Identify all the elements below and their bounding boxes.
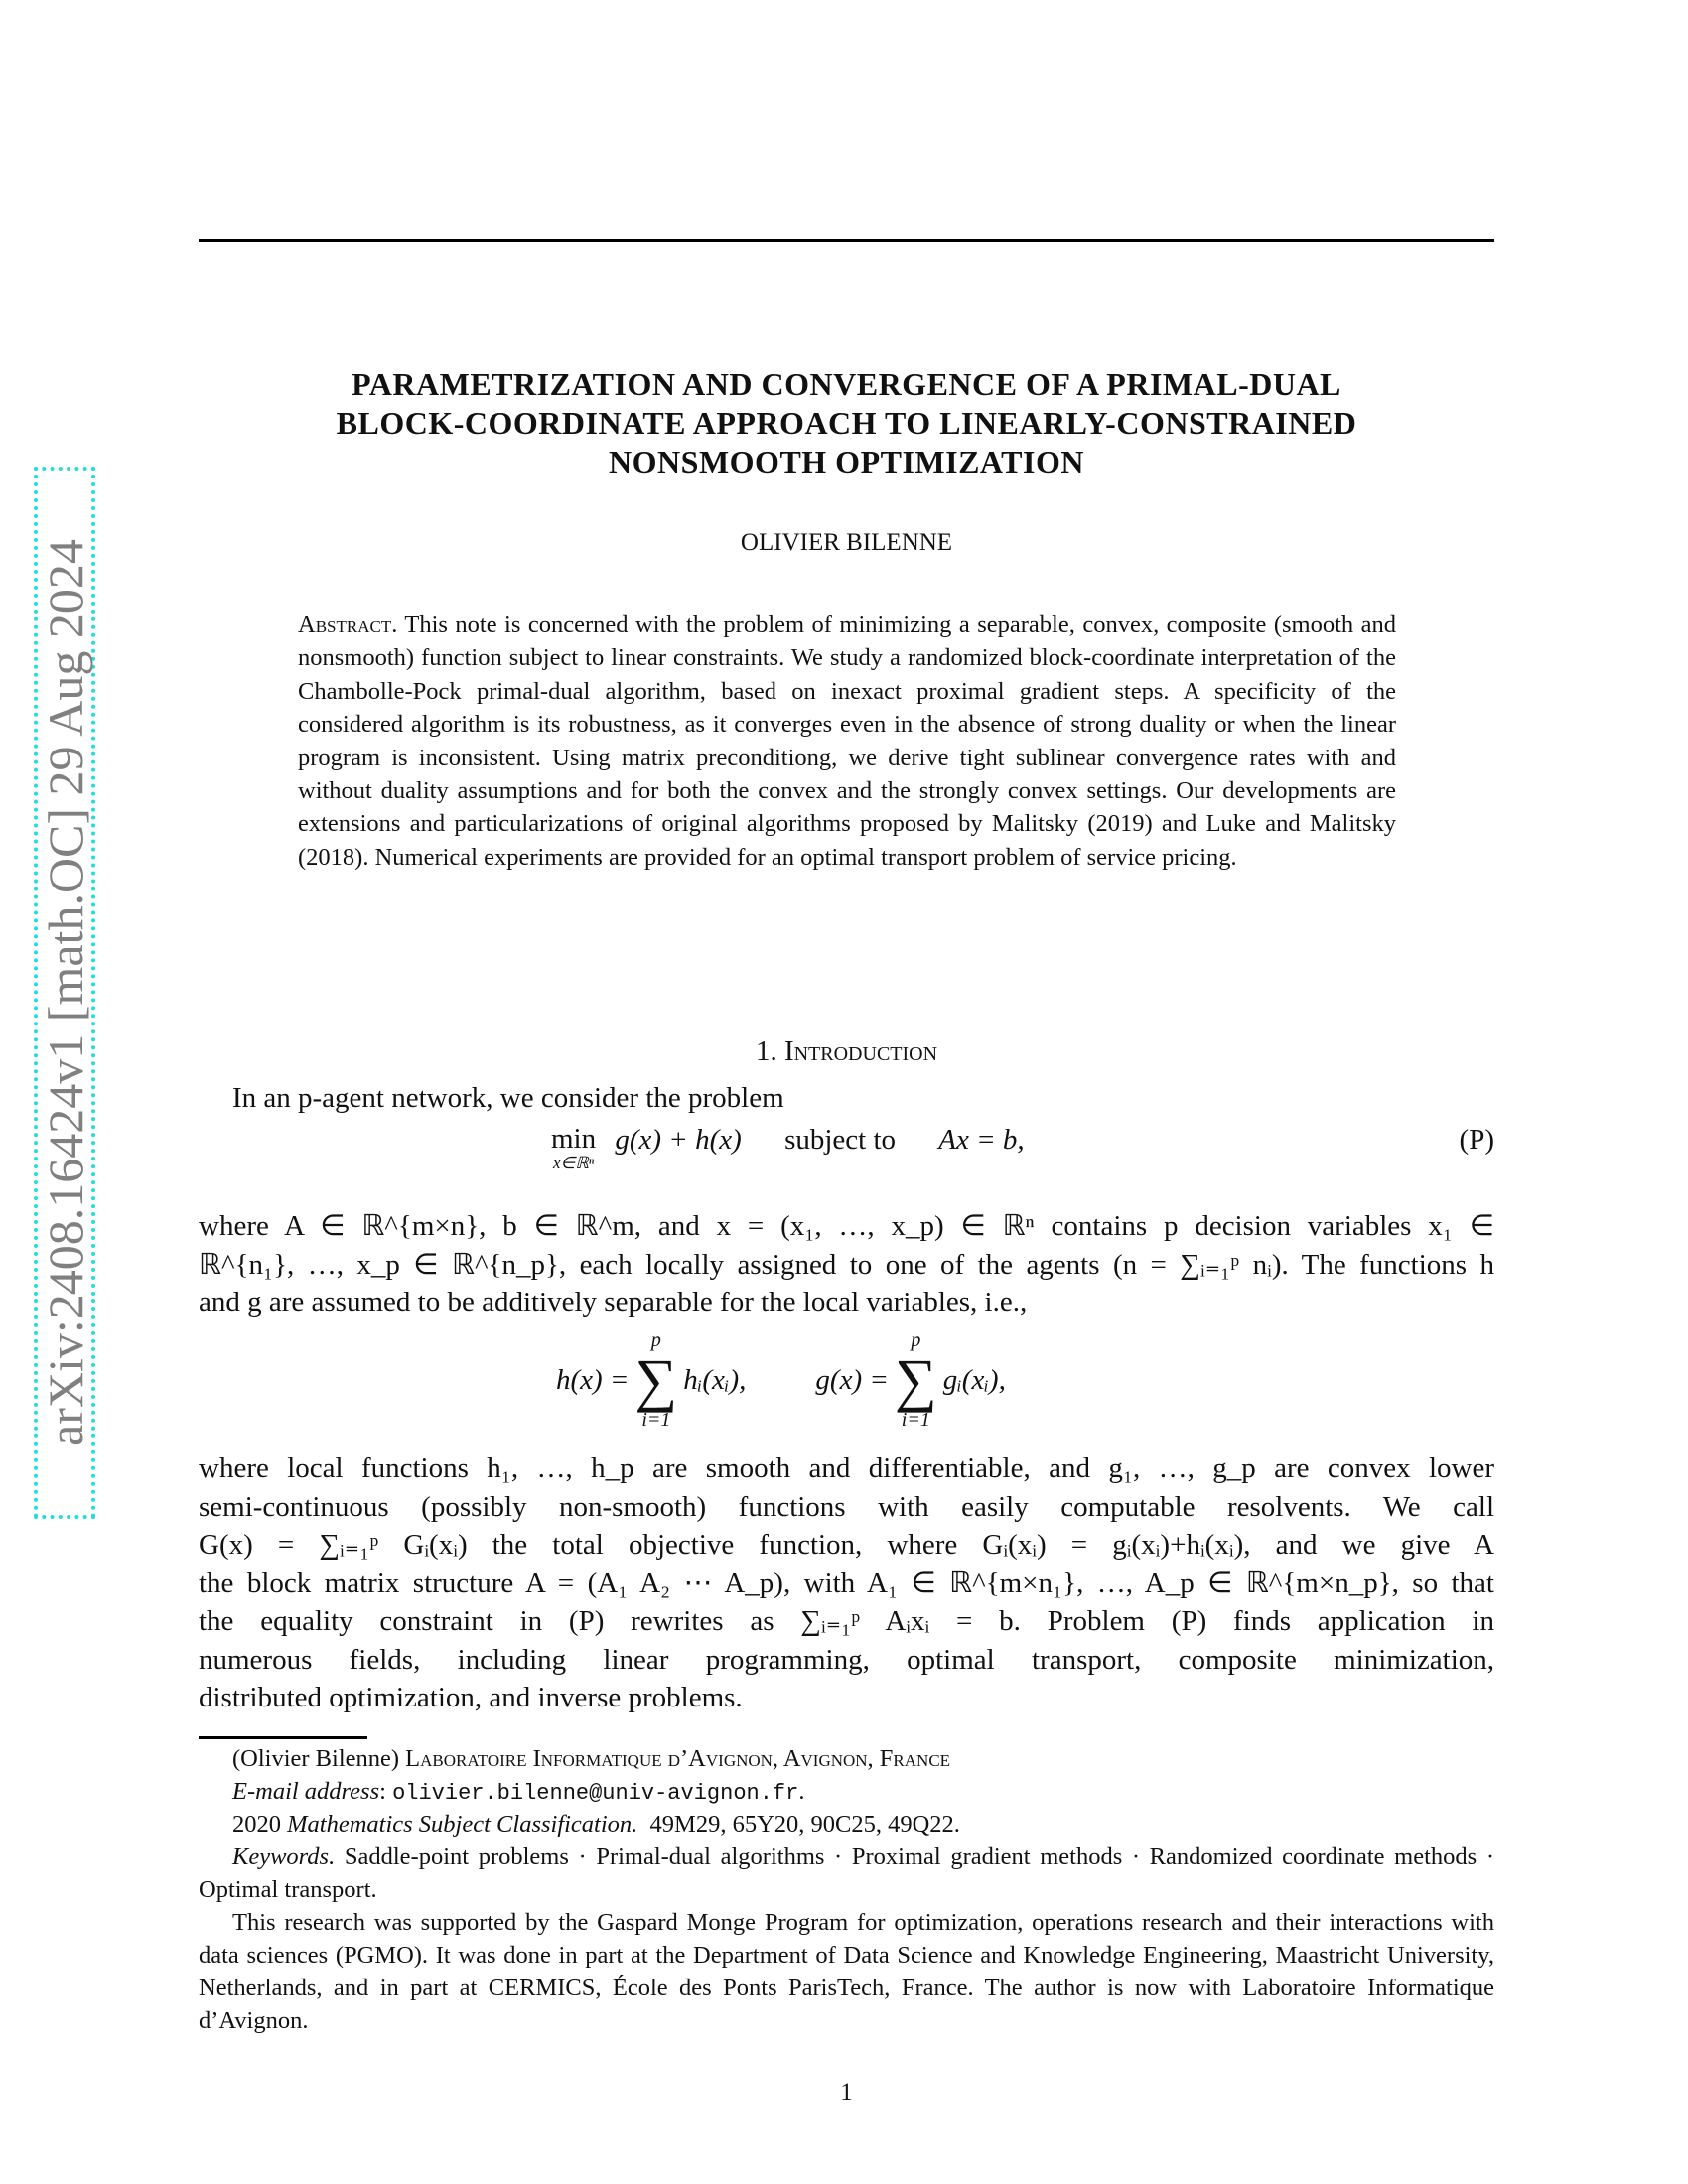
section-heading	[199, 1035, 1494, 1068]
footnote-msc: 2020 Mathematics Subject Classification. 49M29, 65Y20, 90C25, 49Q22.	[232, 1811, 960, 1838]
intro-paragraph-2	[199, 1207, 1494, 1322]
abstract-label: Abstract.	[298, 612, 398, 638]
text-line: G(x) = ∑ᵢ₌₁ᵖ Gᵢ(xᵢ) the total objective function, where Gᵢ(xᵢ) = gᵢ(xᵢ)+hᵢ(xᵢ), and we give A	[199, 1529, 1494, 1561]
section-number: 1.	[755, 1035, 777, 1067]
subject-to: subject to	[784, 1124, 897, 1156]
text-line: the block matrix structure A = (A₁ A₂ ⋯ A_p), with A₁ ∈ ℝ^{m×n₁}, …, A_p ∈ ℝ^{m×n_p}, so that	[199, 1567, 1494, 1599]
footnote-funding: This research was supported by the Gaspard Monge Program for optimization, operations research and their interactions with data sciences (PGMO). It was done in part at the Department of Data Science and Knowledge Engineering, Maastricht University, Netherlands, and in part at CERMICS, École des Ponts ParisTech, France. The author is now with Laboratoire Informatique d’Avignon.	[199, 1909, 1494, 2034]
text-line: semi-continuous (possibly non-smooth) functions with easily computable resolvents. We call	[199, 1490, 1494, 1523]
author-name: OLIVIER BILENNE	[740, 529, 953, 556]
sum-symbol: p ∑ i=1	[634, 1329, 678, 1431]
intro-paragraph-1: In an p-agent network, we consider the problem	[232, 1082, 784, 1114]
title-line-1: PARAMETRIZATION AND CONVERGENCE OF A PRIMAL-DUAL	[352, 366, 1341, 402]
equation-P	[199, 1124, 1494, 1183]
intro-paragraph-3	[199, 1449, 1494, 1717]
text-line: distributed optimization, and inverse problems.	[199, 1682, 743, 1713]
footnote-rule	[199, 1736, 367, 1739]
header-rule	[199, 239, 1494, 242]
abstract-text: This note is concerned with the problem of minimizing a separable, convex, composite (smooth and nonsmooth) function subject to linear constraints. We study a randomized block-coordinate interpretation of the Chambolle-Pock primal-dual algorithm, based on inexact proximal gradient steps. A specificity of the considered algorithm is its robustness, as it converges even in the absence of strong duality or when the linear program is inconsistent. Using matrix preconditiong, we derive tight sublinear convergence rates with and without duality assumptions and for both the convex and the strongly convex settings. Our developments are extensions and particularizations of original algorithms proposed by Malitsky (2019) and Luke and Malitsky (2018). Numerical experiments are provided for an optimal transport problem of service pricing.	[298, 612, 1396, 871]
arxiv-stamp: arXiv:2408.16424v1 [math.OC] 29 Aug 2024	[38, 539, 93, 1446]
text-line: numerous fields, including linear programming, optimal transport, composite minimization,	[199, 1643, 1494, 1676]
text-line: where local functions h₁, …, h_p are smooth and differentiable, and g₁, …, g_p are convex lower	[199, 1452, 1494, 1484]
text-line: and g are assumed to be additively separable for the local variables, i.e.,	[199, 1287, 1028, 1318]
title-line-2: BLOCK-COORDINATE APPROACH TO LINEARLY-CONSTRAINED	[336, 405, 1357, 441]
equation-tag: (P)	[1459, 1124, 1494, 1156]
page-number: 1	[840, 2079, 853, 2106]
sum-symbol: p ∑ i=1	[894, 1329, 937, 1431]
min-operator: min x∈ℝⁿ	[551, 1123, 597, 1172]
abstract	[298, 609, 1396, 874]
objective: g(x) + h(x)	[615, 1124, 742, 1156]
paper-title	[199, 365, 1494, 481]
equation-separable: h(x) = p ∑ i=1 hᵢ(xᵢ), g(x) = p ∑ i=1 gᵢ(xᵢ),	[556, 1329, 1006, 1431]
footnote-affiliation: (Olivier Bilenne) Laboratoire Informatique d’Avignon, Avignon, France	[232, 1745, 951, 1772]
constraint: Ax = b,	[938, 1124, 1025, 1156]
section-title: Introduction	[783, 1035, 938, 1067]
text-line: the equality constraint in (P) rewrites as ∑ᵢ₌₁ᵖ Aᵢxᵢ = b. Problem (P) finds application in	[199, 1605, 1494, 1637]
footnote-keywords: Keywords. Saddle-point problems · Primal-dual algorithms · Proximal gradient methods · Randomized coordinate methods · Optimal transport.	[199, 1843, 1494, 1903]
email-link[interactable]: olivier.bilenne@univ-avignon.fr	[392, 1781, 799, 1806]
footnote-email: E-mail address: olivier.bilenne@univ-avignon.fr.	[232, 1778, 805, 1806]
text-line: ℝ^{n₁}, …, x_p ∈ ℝ^{n_p}, each locally assigned to one of the agents (n = ∑ᵢ₌₁ᵖ nᵢ). The functions h	[199, 1248, 1494, 1281]
title-line-3: NONSMOOTH OPTIMIZATION	[609, 444, 1084, 479]
text-line: where A ∈ ℝ^{m×n}, b ∈ ℝ^m, and x = (x₁, …, x_p) ∈ ℝⁿ contains p decision variables x₁ ∈	[199, 1210, 1494, 1242]
